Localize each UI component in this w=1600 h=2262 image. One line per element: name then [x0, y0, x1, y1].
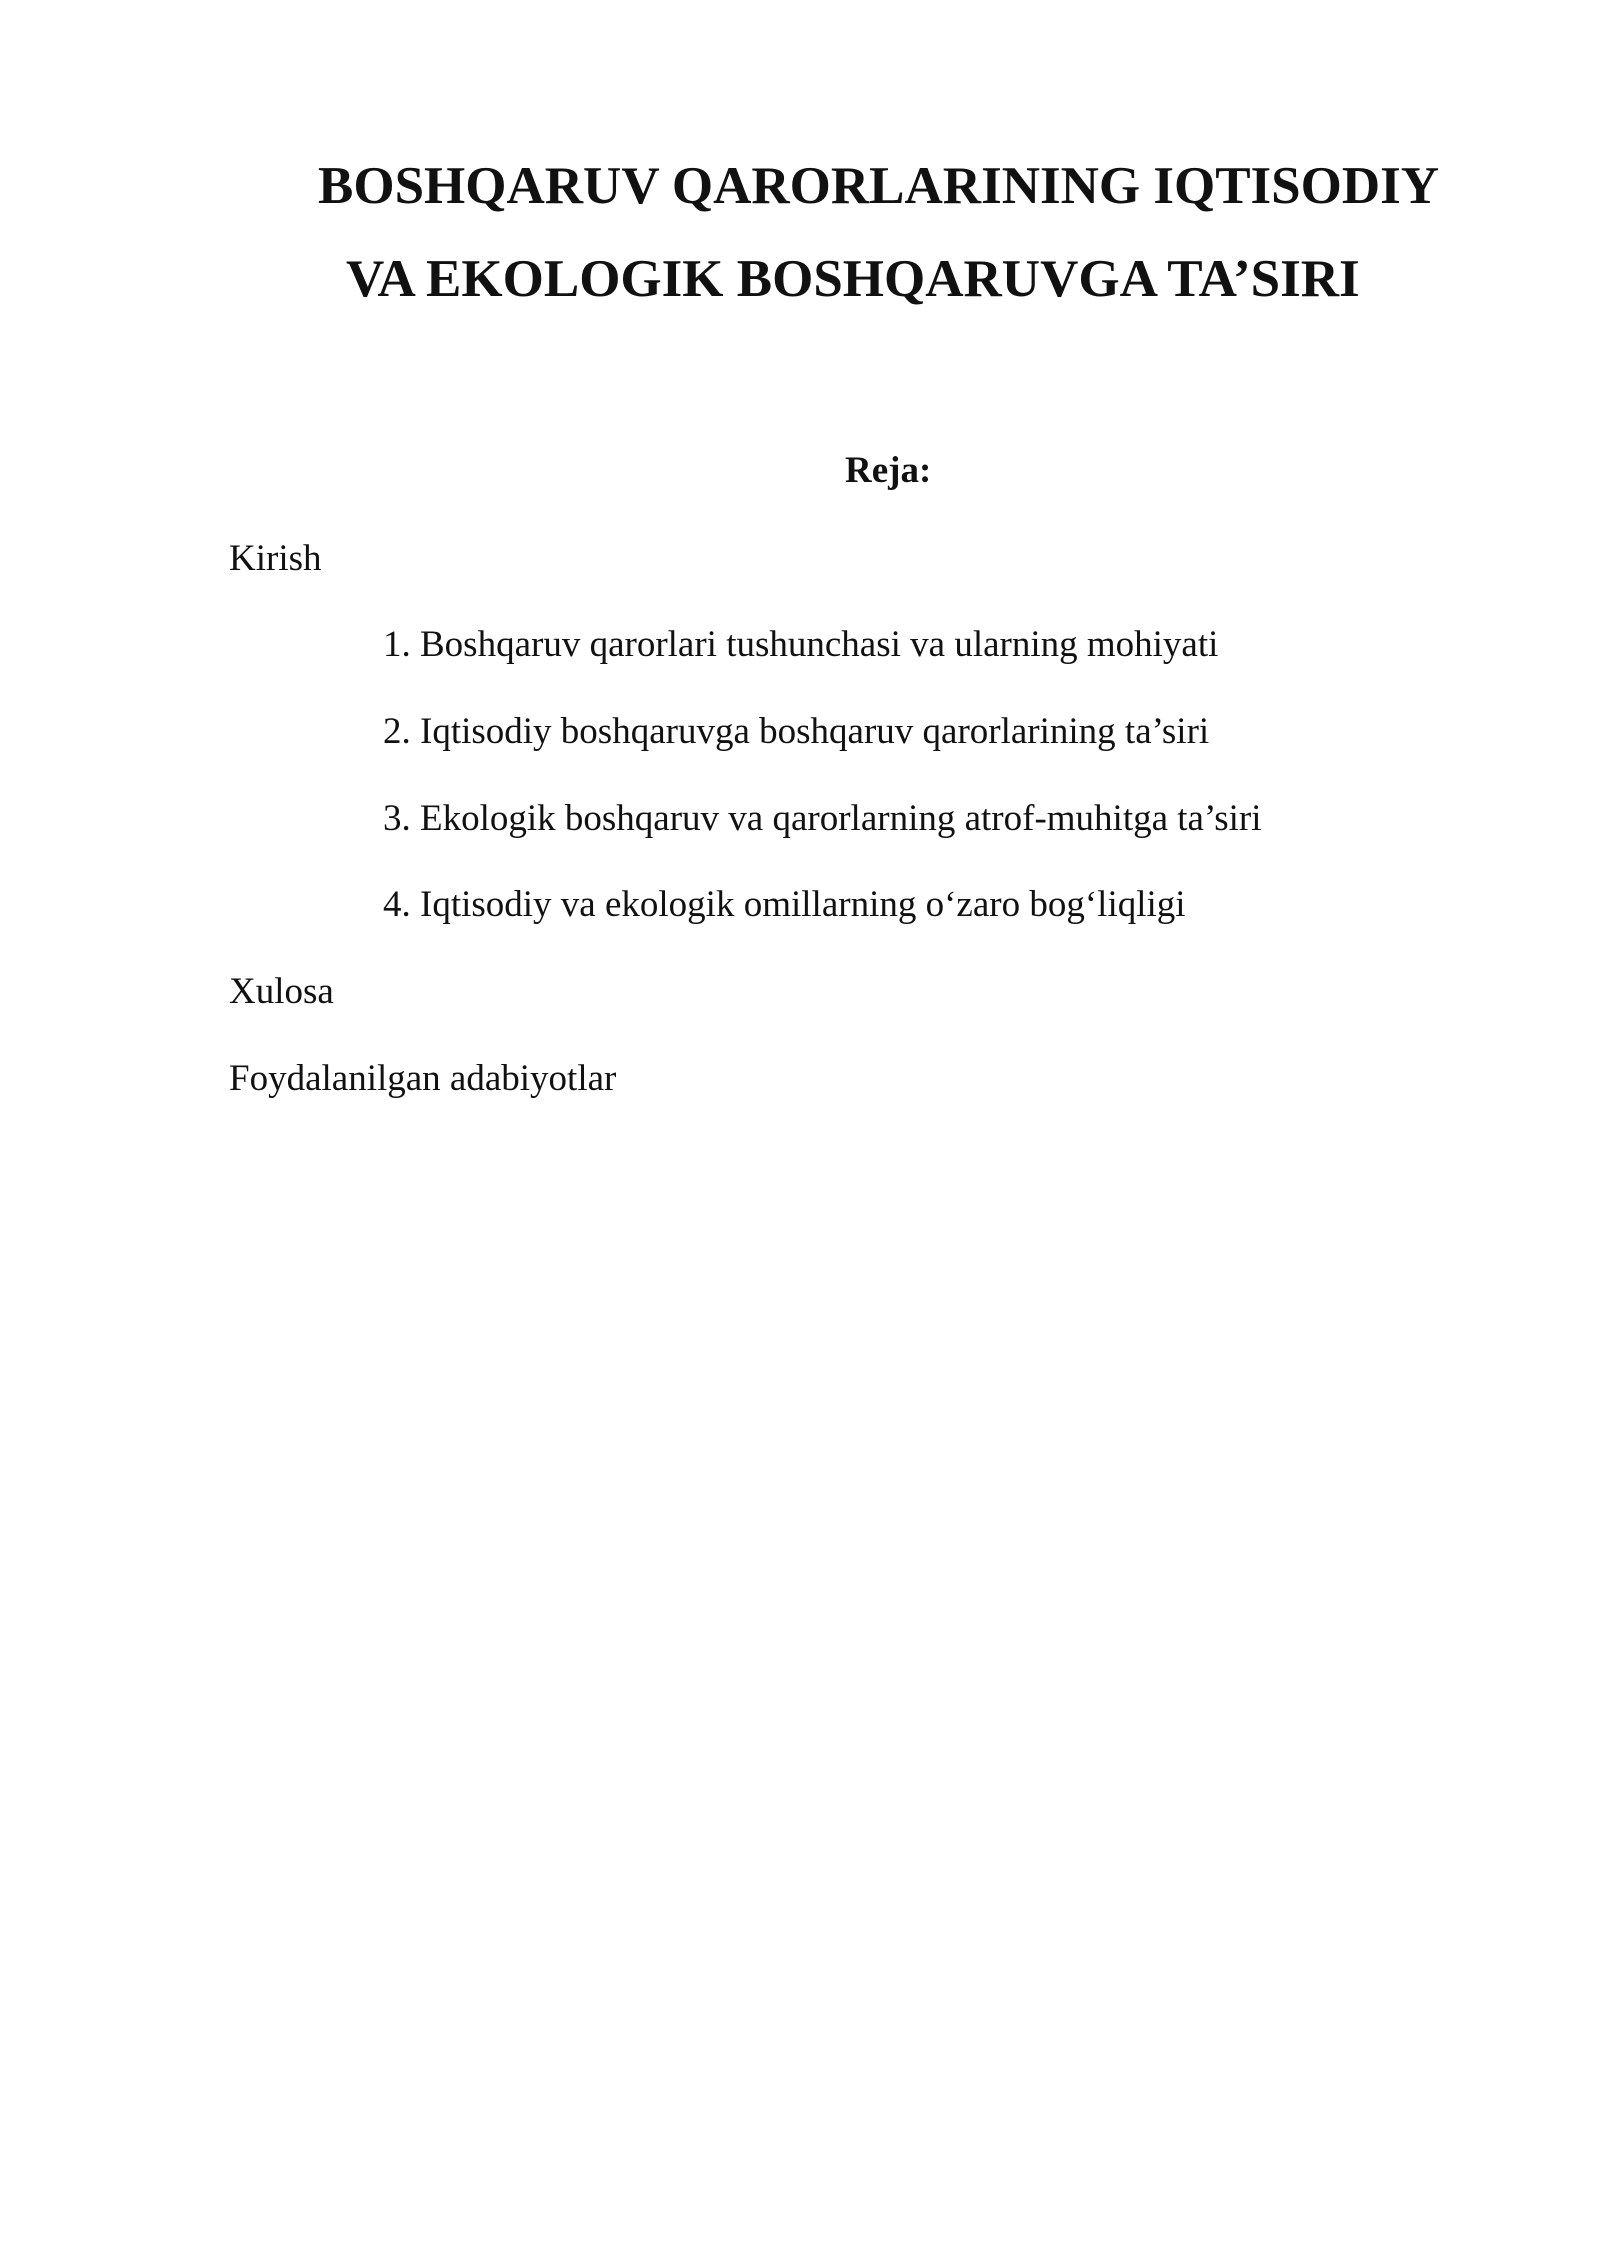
plan-item: 2. Iqtisodiy boshqaruvga boshqaruv qarorlarining ta’siri — [383, 711, 1210, 752]
plan-heading: Reja: — [845, 450, 932, 491]
plan-references: Foydalanilgan adabiyotlar — [229, 1058, 617, 1099]
plan-item: 1. Boshqaruv qarorlari tushunchasi va ularning mohiyati — [383, 624, 1219, 665]
plan-item: 3. Ekologik boshqaruv va qarorlarning atrof-muhitga ta’siri — [383, 798, 1262, 839]
plan-intro: Kirish — [229, 538, 322, 579]
plan-item: 4. Iqtisodiy va ekologik omillarning o‘zaro bog‘liqligi — [383, 884, 1186, 925]
document-title-line-1: BOSHQARUV QARORLARINING IQTISODIY — [318, 157, 1440, 215]
document-title-line-2: VA EKOLOGIK BOSHQARUVGA TA’SIRI — [346, 250, 1360, 308]
plan-conclusion: Xulosa — [229, 971, 334, 1012]
